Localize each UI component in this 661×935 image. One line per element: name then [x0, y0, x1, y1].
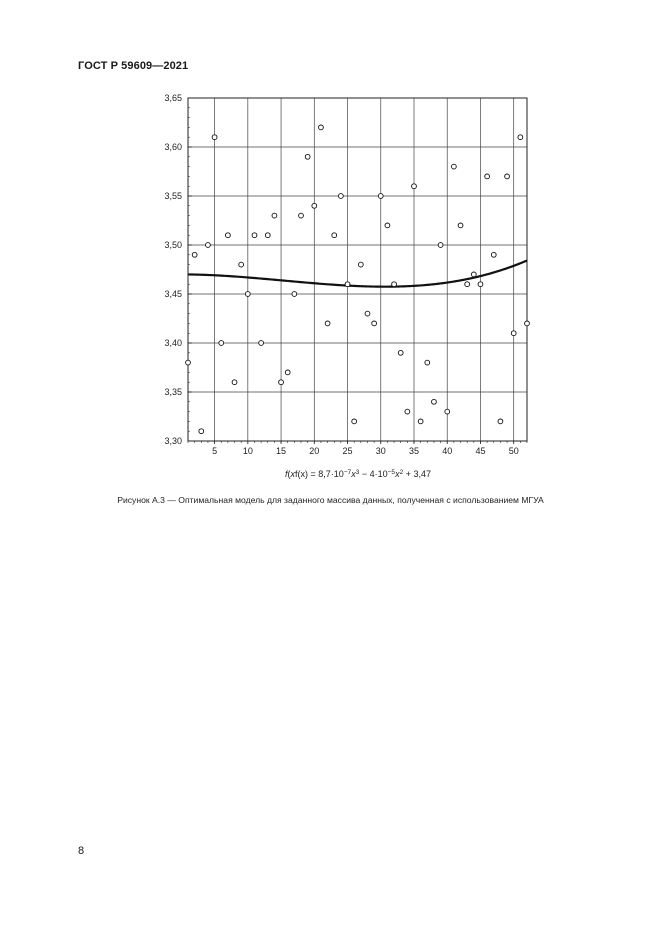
data-point — [511, 331, 516, 336]
data-point — [279, 380, 284, 385]
x-tick-label: 25 — [342, 446, 353, 456]
x-tick-label: 35 — [408, 446, 420, 456]
formula-f: f — [285, 469, 288, 479]
x-tick-label: 45 — [475, 446, 486, 456]
data-point — [272, 213, 277, 218]
x-tick-label: 5 — [212, 446, 218, 456]
y-tick-label: 3,40 — [164, 338, 182, 348]
data-point — [418, 419, 423, 424]
x-tick-label: 10 — [242, 446, 253, 456]
formula-open-paren: ( — [287, 469, 291, 479]
y-tick-label: 3,65 — [164, 93, 182, 103]
formula-exp3: −5 — [387, 468, 396, 476]
data-point — [378, 194, 383, 199]
data-point — [372, 321, 377, 326]
data-point — [199, 429, 204, 434]
figure-caption: Рисунок А.3 — Оптимальная модель для заданного массива данных, полученная с использованием МГУА — [117, 495, 544, 505]
data-point — [478, 282, 483, 287]
data-point — [212, 135, 217, 140]
data-point — [312, 203, 317, 208]
page-number: 8 — [78, 845, 85, 857]
grid — [188, 98, 527, 441]
y-tick-label: 3,50 — [164, 240, 182, 250]
data-point — [265, 233, 270, 238]
data-point — [498, 419, 503, 424]
data-point — [471, 272, 476, 277]
data-point — [485, 174, 490, 179]
data-point — [425, 360, 430, 365]
y-tick-label: 3,45 — [164, 289, 182, 299]
data-point — [451, 164, 456, 169]
data-point — [525, 321, 530, 326]
formula-mid3: x — [395, 469, 400, 479]
data-point — [252, 233, 257, 238]
x-tick-label: 30 — [375, 446, 386, 456]
data-point — [225, 233, 230, 238]
data-point — [392, 282, 397, 287]
data-point — [325, 321, 330, 326]
data-point — [292, 292, 297, 297]
formula-prefix: f(x) = 8,7·10 — [295, 469, 344, 479]
formula-suffix: + 3,47 — [403, 469, 431, 479]
data-point — [385, 223, 390, 228]
model-formula — [285, 469, 431, 480]
data-point — [458, 223, 463, 228]
data-point — [445, 409, 450, 414]
formula-exp2: 3 — [355, 468, 360, 476]
data-point — [319, 125, 324, 130]
plot-frame — [188, 98, 527, 441]
data-point — [465, 282, 470, 287]
data-point — [232, 380, 237, 385]
data-point — [219, 341, 224, 346]
data-point — [299, 213, 304, 218]
formula-x: x — [290, 469, 296, 479]
data-point — [352, 419, 357, 424]
data-point — [358, 262, 363, 267]
data-point — [338, 194, 343, 199]
data-point — [259, 341, 264, 346]
y-tick-label: 3,55 — [164, 191, 182, 201]
formula-exp1: −7 — [343, 468, 352, 476]
data-point — [432, 399, 437, 404]
data-point — [245, 292, 250, 297]
data-points — [186, 125, 530, 434]
data-point — [345, 282, 350, 287]
data-point — [491, 252, 496, 257]
x-tick-label: 40 — [442, 446, 453, 456]
data-point — [192, 252, 197, 257]
y-tick-label: 3,60 — [164, 142, 182, 152]
data-point — [438, 243, 443, 248]
x-tick-label: 20 — [309, 446, 320, 456]
data-point — [332, 233, 337, 238]
data-point — [398, 350, 403, 355]
data-point — [285, 370, 290, 375]
data-point — [365, 311, 370, 316]
formula-exp4: 2 — [399, 468, 404, 476]
formula-mid1: x — [351, 469, 356, 479]
data-point — [518, 135, 523, 140]
data-point — [186, 360, 191, 365]
y-tick-label: 3,35 — [164, 387, 182, 397]
data-point — [305, 154, 310, 159]
document-header: ГОСТ Р 59609—2021 — [78, 60, 189, 72]
x-tick-label: 50 — [508, 446, 519, 456]
data-point — [239, 262, 244, 267]
data-point — [405, 409, 410, 414]
y-tick-label: 3,30 — [164, 436, 182, 446]
data-point — [505, 174, 510, 179]
data-point — [206, 243, 211, 248]
formula-mid2: − 4·10 — [359, 469, 388, 479]
x-tick-label: 15 — [276, 446, 287, 456]
data-point — [412, 184, 417, 189]
